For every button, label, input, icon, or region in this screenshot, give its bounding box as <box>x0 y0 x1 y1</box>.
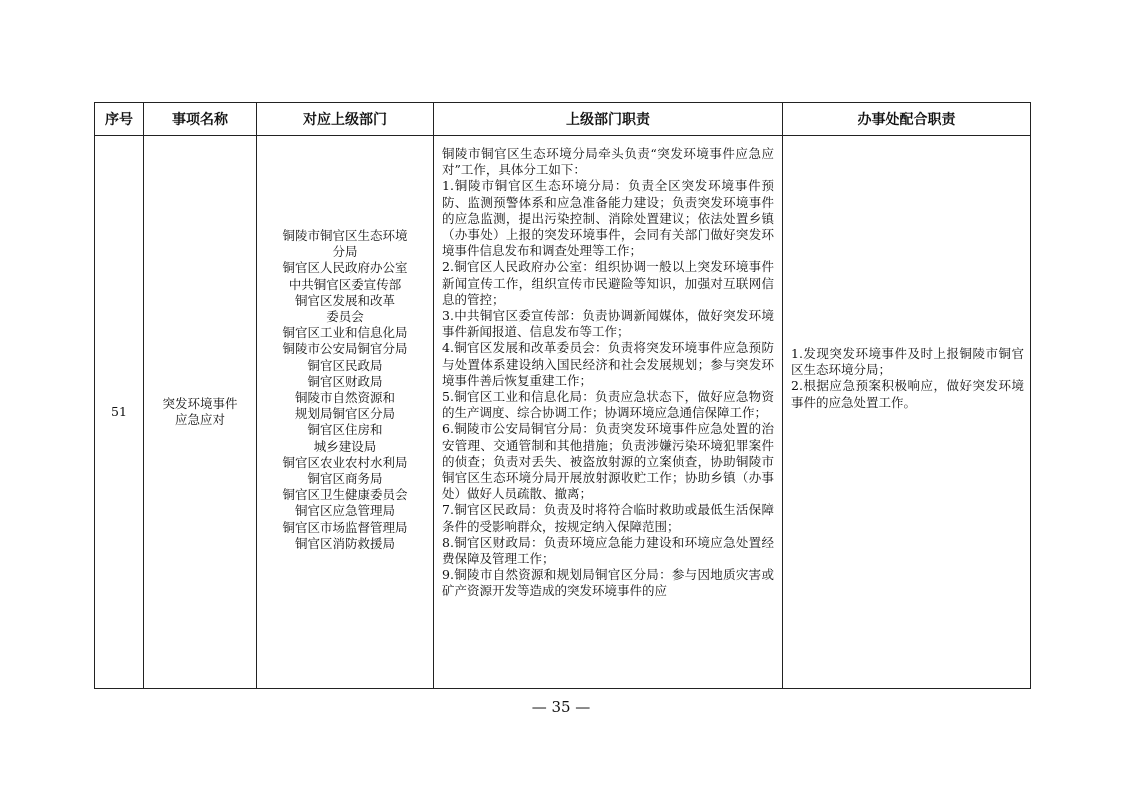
duty-paragraph: 6.铜陵市公安局铜官分局：负责突发环境事件应急处置的治安管理、交通管制和其他措施；负责涉嫌污染环境犯罪案件的侦查；负责对丢失、被盗放射源的立案侦查，协助铜陵市铜官区生态环境分局开展放射源收贮工作；协助乡镇（办事处）做好人员疏散、撤离； <box>442 421 774 502</box>
row-item-name <box>144 136 257 689</box>
department-line: 铜官区商务局 <box>307 471 383 487</box>
department-line: 铜陵市公安局铜官分局 <box>282 341 408 357</box>
coop-paragraph: 2.根据应急预案积极响应，做好突发环境事件的应急处置工作。 <box>791 378 1024 410</box>
department-line: 城乡建设局 <box>313 438 377 454</box>
department-line: 委员会 <box>326 308 364 324</box>
duty-paragraph: 9.铜陵市自然资源和规划局铜官区分局：参与因地质灾害或矿产资源开发等造成的突发环境事件的应 <box>442 567 774 599</box>
department-line: 铜官区工业和信息化局 <box>282 325 408 341</box>
duty-paragraph: 4.铜官区发展和改革委员会：负责将突发环境事件应急预防与处置体系建设纳入国民经济和社会发展规划；参与突发环境事件善后恢复重建工作； <box>442 340 774 388</box>
duty-paragraph: 5.铜官区工业和信息化局：负责应急状态下，做好应急物资的生产调度、综合协调工作；协调环境应急通信保障工作； <box>442 389 774 421</box>
row-seq: 51 <box>95 136 144 689</box>
table-header-row <box>95 103 1031 136</box>
row-departments <box>257 136 434 689</box>
page-number: — 35 — <box>531 698 591 716</box>
department-line: 铜官区卫生健康委员会 <box>282 487 408 503</box>
department-line: 铜官区民政局 <box>307 357 383 373</box>
header-seq: 序号 <box>95 103 144 136</box>
department-line: 铜官区消防救援局 <box>294 535 395 551</box>
department-line: 铜官区人民政府办公室 <box>282 260 408 276</box>
row-superior-duties <box>434 136 783 689</box>
department-line: 铜官区应急管理局 <box>294 503 395 519</box>
item-name-line: 突发环境事件 <box>162 395 238 411</box>
duty-table <box>94 102 1031 689</box>
department-line: 铜陵市自然资源和 <box>294 390 395 405</box>
duty-paragraph: 7.铜官区民政局：负责及时将符合临时救助或最低生活保障条件的受影响群众，按规定纳入保障范围； <box>442 502 774 534</box>
header-superior-dept: 对应上级部门 <box>257 103 434 136</box>
header-office-coop: 办事处配合职责 <box>783 103 1031 136</box>
department-line: 中共铜官区委宣传部 <box>288 276 402 292</box>
duty-paragraph: 铜陵市铜官区生态环境分局牵头负责“突发环境事件应急应对”工作，具体分工如下： <box>442 146 774 178</box>
department-line: 铜官区发展和改革 <box>294 292 395 308</box>
department-line: 铜官区农业农村水利局 <box>282 454 408 470</box>
department-line: 规划局铜官区分局 <box>294 406 395 422</box>
header-item-name: 事项名称 <box>144 103 257 136</box>
duty-paragraph: 2.铜官区人民政府办公室：组织协调一般以上突发环境事件新闻宣传工作，组织宣传市民避险等知识，加强对互联网信息的管控； <box>442 259 774 307</box>
duty-paragraph: 3.中共铜官区委宣传部：负责协调新闻媒体，做好突发环境事件新闻报道、信息发布等工作； <box>442 308 774 340</box>
department-line: 铜官区市场监督管理局 <box>282 519 408 535</box>
department-line: 铜官区财政局 <box>307 373 383 389</box>
department-line: 铜官区住房和 <box>307 422 383 438</box>
coop-paragraph: 1.发现突发环境事件及时上报铜陵市铜官区生态环境分局； <box>791 346 1024 378</box>
department-line: 铜陵市铜官区生态环境 <box>282 227 408 243</box>
item-name-line: 应急应对 <box>174 412 225 427</box>
duty-paragraph: 1.铜陵市铜官区生态环境分局：负责全区突发环境事件预防、监测预警体系和应急准备能力建设；负责突发环境事件的应急监测，提出污染控制、消除处置建议；依法处置乡镇（办事处）上报的突发环境事件，会同有关部门做好突发环境事件信息发布和调查处理等工作； <box>442 178 774 259</box>
duty-paragraph: 8.铜官区财政局：负责环境应急能力建设和环境应急处置经费保障及管理工作； <box>442 534 774 567</box>
table-row <box>95 136 1031 689</box>
header-superior-duty: 上级部门职责 <box>434 103 783 136</box>
row-office-coop <box>783 136 1031 689</box>
department-line: 分局 <box>332 244 358 260</box>
